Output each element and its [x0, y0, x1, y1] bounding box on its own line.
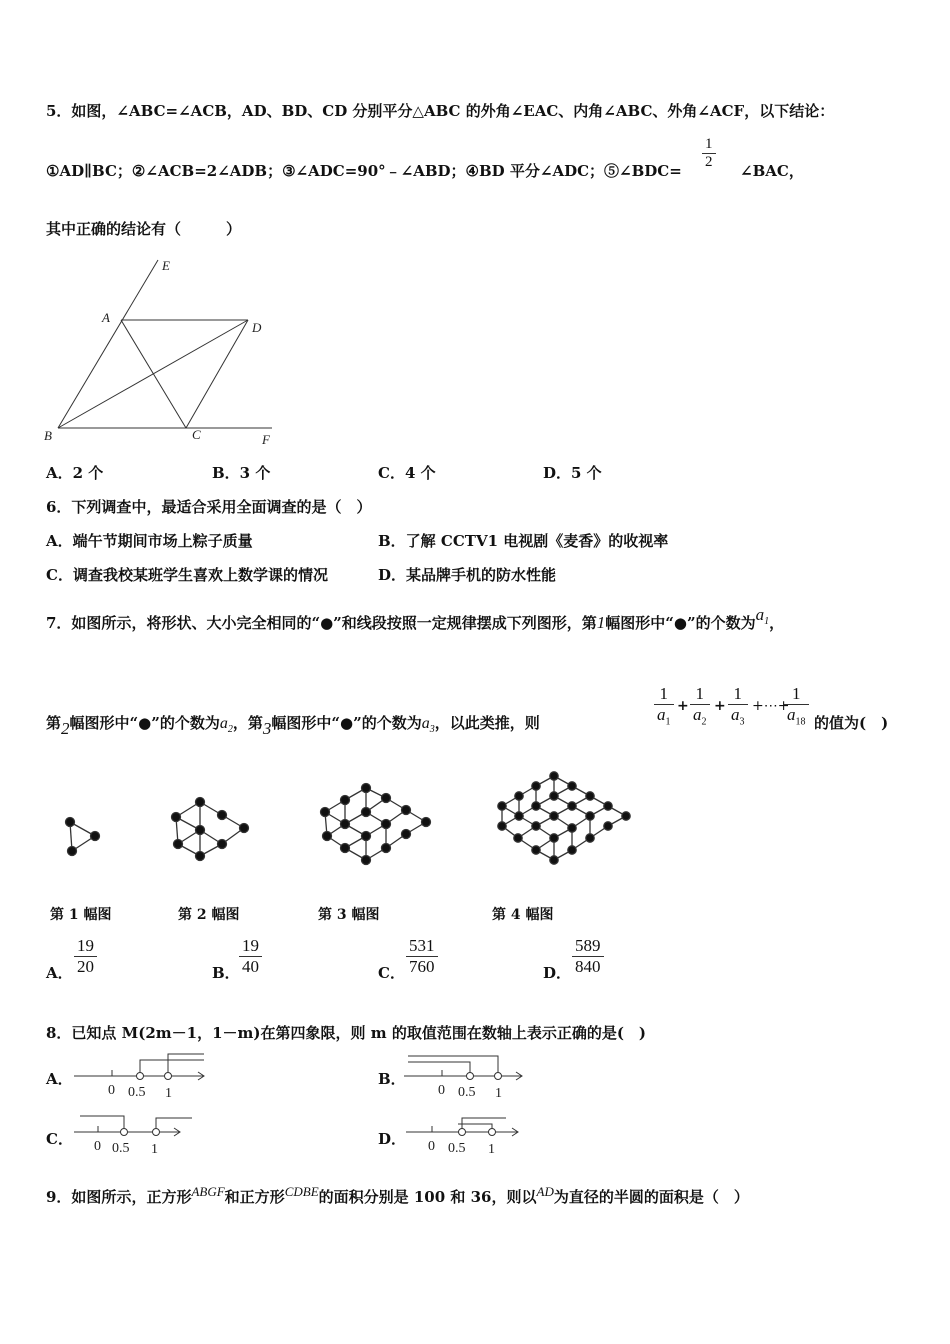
q7-a3-sub: 3 [429, 724, 435, 735]
q7-a2: a [219, 715, 228, 732]
q7-option-b-letter[interactable]: B． [212, 964, 240, 982]
frac-sub: 2 [701, 716, 707, 728]
frac-denominator: 840 [572, 956, 604, 977]
line-BE [58, 260, 158, 428]
tick-0.5: 0.5 [112, 1141, 130, 1156]
frac-denominator: a [693, 705, 702, 724]
frac-sub: 1 [665, 716, 671, 728]
frac-numerator: 1 [705, 136, 713, 152]
figure-4 [498, 772, 630, 864]
tick-1: 1 [488, 1142, 495, 1157]
q7-comma: ， [769, 614, 785, 632]
ellipsis-plus: +⋯+ [752, 698, 790, 714]
q8-option-d-numberline[interactable] [404, 1110, 529, 1162]
q7-text-b: 幅图形中“●”的个数为 [605, 614, 756, 632]
q5-option-b[interactable]: B．3 个 [212, 464, 271, 482]
q9-segment-ad: AD [536, 1184, 554, 1199]
line-CD [186, 320, 248, 428]
q7-text-a: 7．如图所示，将形状、大小完全相同的“●”和线段按照一定规律摆成下列图形，第 [46, 614, 597, 632]
q7-caption-2: 第 2 幅图 [178, 907, 240, 923]
frac-numerator: 1 [792, 684, 801, 703]
q8-option-b-letter[interactable]: B． [378, 1070, 406, 1088]
label-B: B [44, 428, 52, 443]
label-D: D [252, 320, 262, 335]
q9-text-b: 和正方形 [224, 1188, 285, 1206]
label-F: F [262, 432, 270, 447]
q6-option-c[interactable]: C．调查我校某班学生喜欢上数学课的情况 [46, 566, 328, 584]
q7-option-d-fraction[interactable] [572, 936, 604, 977]
q8-stem: 8．已知点 M(2m－1，1－m)在第四象限，则 m 的取值范围在数轴上表示正确的是( ) [46, 1024, 647, 1042]
q7-text-c: 第 [46, 714, 62, 732]
q9-square-abgf: ABGF [191, 1184, 225, 1199]
q7-option-c-fraction[interactable] [406, 936, 438, 977]
label-E: E [162, 258, 170, 273]
q7-caption-1: 第 1 幅图 [50, 907, 112, 923]
q5-stem-line2 [46, 160, 682, 181]
frac-numerator: 531 [409, 936, 435, 955]
q7-option-d-letter[interactable]: D． [543, 964, 572, 982]
q8-option-b-numberline[interactable] [402, 1050, 532, 1102]
q6-option-b[interactable]: B．了解 CCTV1 电视剧《麦香》的收视率 [378, 532, 669, 550]
frac-denominator: a [787, 705, 796, 724]
tick-0: 0 [438, 1083, 445, 1098]
label-C: C [192, 427, 201, 442]
q7-caption-4: 第 4 幅图 [492, 907, 554, 923]
q9-text-c: 的面积分别是 100 和 36，则以 [318, 1188, 537, 1206]
q8-option-a-letter[interactable]: A． [46, 1070, 73, 1088]
q5-stem-line1: 5．如图，∠ABC=∠ACB，AD、BD、CD 分别平分△ABC 的外角∠EAC、内角∠ABC、外角∠ACF，以下结论： [46, 102, 835, 120]
plus-sign: + [714, 698, 726, 714]
q5-stem-line3: 其中正确的结论有（ ） [46, 220, 242, 238]
q7-a2-sub: 2 [227, 724, 233, 735]
q6-stem: 6．下列调查中，最适合采用全面调查的是（ ） [46, 498, 372, 516]
q7-text-g: ，以此类推，则 [434, 714, 540, 732]
q7-option-a-letter[interactable]: A． [46, 964, 73, 982]
frac-denominator: 2 [702, 153, 716, 171]
frac-numerator: 1 [733, 684, 742, 703]
frac-numerator: 1 [659, 684, 668, 703]
q9-stem [46, 1186, 749, 1207]
q5-option-d[interactable]: D．5 个 [543, 464, 602, 482]
q7-stem-line1 [46, 605, 785, 635]
tick-1: 1 [495, 1086, 502, 1101]
q6-option-a[interactable]: A．端午节期间市场上粽子质量 [46, 532, 253, 550]
q9-text-d: 为直径的半圆的面积是（ ） [553, 1188, 749, 1206]
q7-text-d: 幅图形中“●”的个数为 [69, 714, 220, 732]
q8-option-c-numberline[interactable] [72, 1110, 197, 1162]
figure-1 [66, 818, 100, 856]
frac-sub: 3 [739, 716, 745, 728]
frac-denominator: a [657, 705, 666, 724]
frac-denominator: a [731, 705, 740, 724]
q5-geometry-figure [40, 252, 290, 452]
q7-sum-frac-1 [654, 684, 674, 727]
q5-conclusions: ①AD∥BC；②∠ACB=2∠ADB；③∠ADC=90°﹣∠ABD；④BD 平分∠ADC；⑤∠BDC= [46, 162, 682, 180]
q7-stem-line2 [46, 712, 540, 738]
q7-a3: a [421, 715, 430, 732]
line-BD [58, 320, 248, 428]
q7-a1-sub: 1 [764, 616, 770, 627]
q7-option-c-letter[interactable]: C． [378, 964, 405, 982]
q5-option-a[interactable]: A．2 个 [46, 464, 104, 482]
figure-3 [321, 784, 431, 865]
tick-0.5: 0.5 [458, 1085, 476, 1100]
q7-n1: 1 [596, 613, 606, 632]
q5-stem-line2-tail: ∠BAC， [740, 162, 804, 180]
frac-sub: 18 [795, 716, 806, 728]
tick-1: 1 [151, 1142, 158, 1157]
tick-0.5: 0.5 [128, 1085, 146, 1100]
q7-caption-3: 第 3 幅图 [318, 907, 380, 923]
frac-denominator: 40 [239, 956, 262, 977]
q5-option-c[interactable]: C．4 个 [378, 464, 436, 482]
q7-option-b-fraction[interactable] [239, 936, 262, 977]
q8-option-d-letter[interactable]: D． [378, 1130, 407, 1148]
q8-option-a-numberline[interactable] [72, 1050, 212, 1102]
q7-n2: 2 [61, 719, 70, 738]
q9-square-cdbe: CDBE [284, 1184, 319, 1199]
plus-sign: + [677, 698, 689, 714]
q7-stem-tail: 的值为( ) [814, 714, 889, 732]
frac-numerator: 589 [575, 936, 601, 955]
tick-0: 0 [108, 1083, 115, 1098]
q7-dot-figures [40, 760, 660, 880]
q7-text-f: 幅图形中“●”的个数为 [271, 714, 422, 732]
q7-sum-frac-2 [690, 684, 710, 727]
tick-0: 0 [94, 1139, 101, 1154]
q7-sum-frac-3 [728, 684, 748, 727]
q7-option-a-fraction[interactable] [74, 936, 97, 977]
frac-denominator: 760 [406, 956, 438, 977]
figure-2 [172, 798, 249, 861]
q7-a1: a [755, 605, 765, 624]
frac-denominator: 20 [74, 956, 97, 977]
tick-0.5: 0.5 [448, 1141, 466, 1156]
frac-numerator: 1 [695, 684, 704, 703]
frac-numerator: 19 [242, 936, 259, 955]
q9-text-a: 9．如图所示，正方形 [46, 1188, 192, 1206]
q7-sum-frac-18 [784, 684, 809, 727]
q6-option-d[interactable]: D．某品牌手机的防水性能 [378, 566, 557, 584]
frac-numerator: 19 [77, 936, 94, 955]
q5-half-fraction [702, 136, 716, 171]
label-A: A [102, 310, 110, 325]
q7-n3: 3 [262, 719, 272, 738]
tick-1: 1 [165, 1086, 172, 1101]
tick-0: 0 [428, 1139, 435, 1154]
q7-text-e: ，第 [232, 714, 263, 732]
q8-option-c-letter[interactable]: C． [46, 1130, 73, 1148]
